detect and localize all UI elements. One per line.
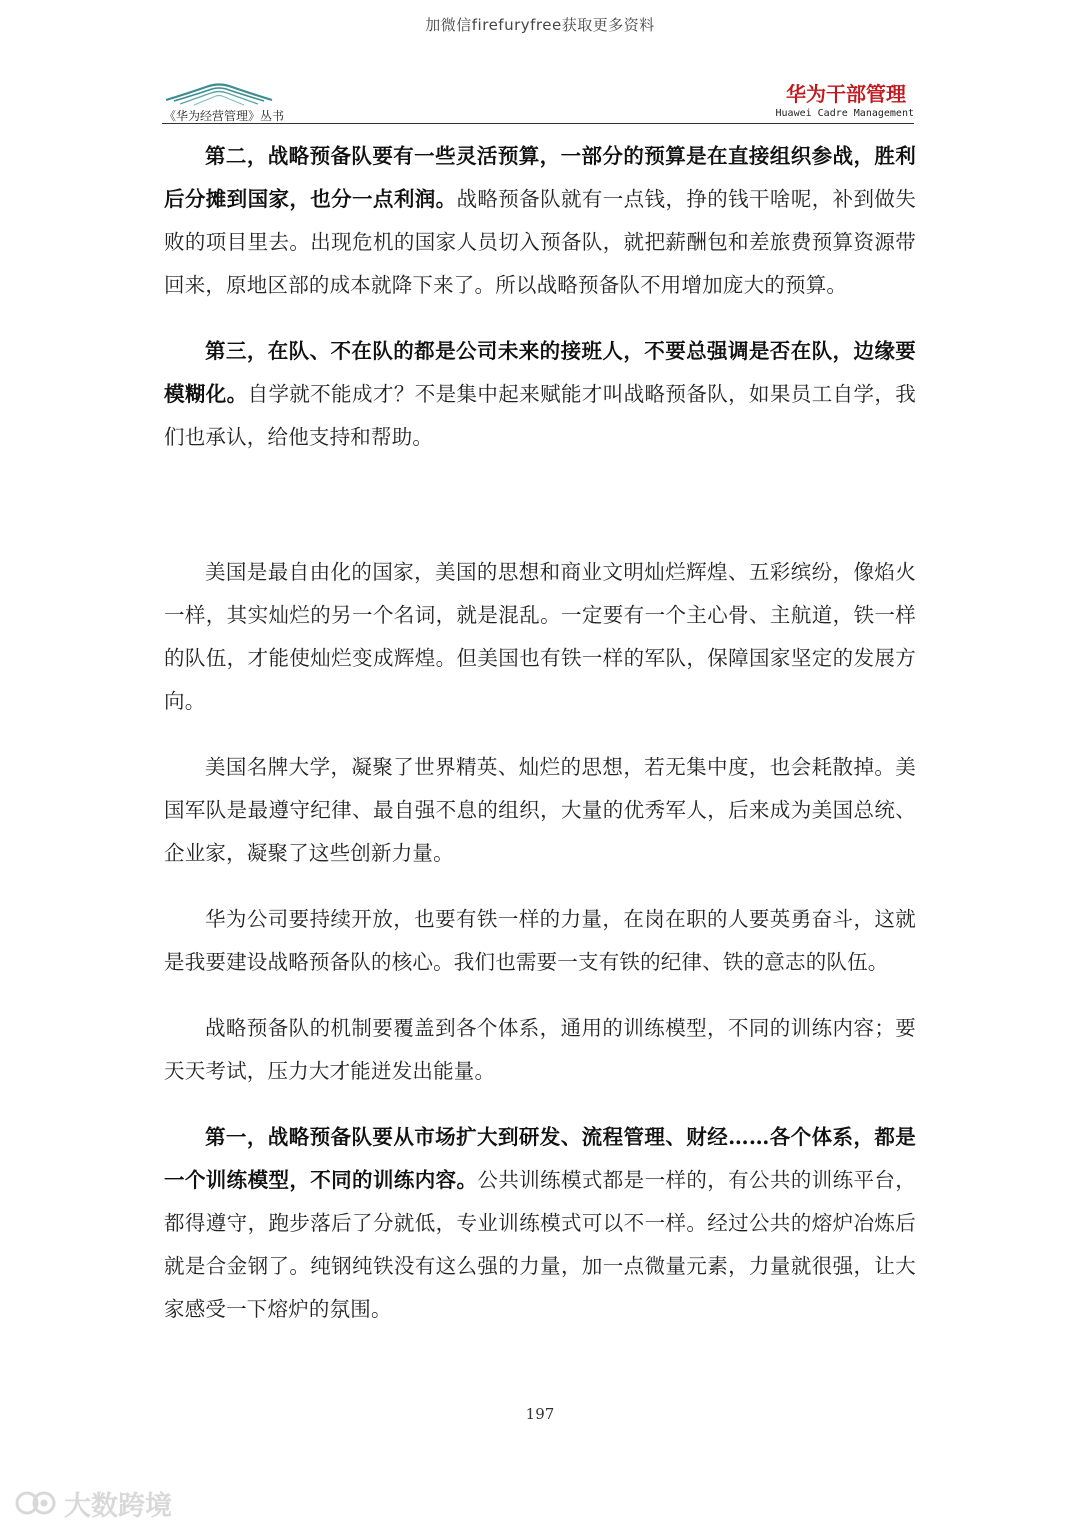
watermark: [14, 1483, 172, 1523]
paragraph-text: 华为公司要持续开放，也要有铁一样的力量，在岗在职的人要英勇奋斗，这就是我要建设战略预备队的核心。我们也需要一支有铁的纪律、铁的意志的队伍。: [164, 907, 916, 974]
paragraph: [164, 746, 916, 875]
series-title: 《华为经营管理》丛书: [164, 109, 285, 123]
paragraph: [164, 330, 916, 459]
paragraph-text: 公共训练模式都是一样的，有公共的训练平台，都得遵守，跑步落后了分就低，专业训练模式可以不一样。经过公共的熔炉冶炼后就是合金钢了。纯钢纯铁没有这么强的力量，加一点微量元素，力量就很强，让大家感受一下熔炉的氛围。: [164, 1168, 917, 1321]
paragraph: [164, 1116, 916, 1331]
paragraph: [164, 1007, 916, 1093]
paragraph: [164, 898, 916, 984]
mountain-logo-icon: [164, 78, 274, 106]
paragraph-bold-lead: 第二，战略预备队要有一些灵活预算，一部分的预算是在直接组织参战，胜利后分摊到国家，也分一点利润。: [164, 144, 916, 211]
paragraph: [164, 135, 916, 307]
eye-logo-icon: [14, 1486, 58, 1520]
page-body: [164, 135, 916, 1331]
paragraph-text: 美国名牌大学，凝聚了世界精英、灿烂的思想，若无集中度，也会耗散掉。美国军队是最遵守纪律、最自强不息的组织，大量的优秀军人，后来成为美国总统、企业家，凝聚了这些创新力量。: [164, 755, 916, 865]
paragraph-text: 美国是最自由化的国家，美国的思想和商业文明灿烂辉煌、五彩缤纷，像焰火一样，其实灿烂的另一个名词，就是混乱。一定要有一个主心骨、主航道，铁一样的队伍，才能使灿烂变成辉煌。但美国也有铁一样的军队，保障国家坚定的发展方向。: [164, 560, 916, 713]
page-number: 197: [525, 1405, 555, 1423]
paragraph-bold-lead: 第一，战略预备队要从市场扩大到研发、流程管理、财经……各个体系，都是一个训练模型，不同的训练内容。: [164, 1125, 916, 1192]
header-divider: [162, 123, 914, 124]
book-subtitle: Huawei Cadre Management: [775, 108, 914, 119]
page-header: [162, 74, 914, 124]
watermark-text: 大数跨境: [64, 1490, 172, 1522]
book-title: 华为干部管理: [786, 82, 906, 106]
paragraph-text: 自学就不能成才？不是集中起来赋能才叫战略预备队，如果员工自学，我们也承认，给他支持和帮助。: [164, 382, 916, 449]
paragraph-text: 战略预备队的机制要覆盖到各个体系，通用的训练模型，不同的训练内容；要天天考试，压力大才能迸发出能量。: [164, 1016, 916, 1083]
paragraph-bold-lead: 第三，在队、不在队的都是公司未来的接班人，不要总强调是否在队，边缘要模糊化。: [164, 339, 916, 406]
paragraph: [164, 551, 916, 723]
paragraph-text: 战略预备队就有一点钱，挣的钱干啥呢，补到做失败的项目里去。出现危机的国家人员切入预备队，就把薪酬包和差旅费预算资源带回来，原地区部的成本就降下来了。所以战略预备队不用增加庞大的预算。: [164, 187, 916, 297]
top-note: 加微信firefuryfree获取更多资料: [425, 16, 655, 34]
